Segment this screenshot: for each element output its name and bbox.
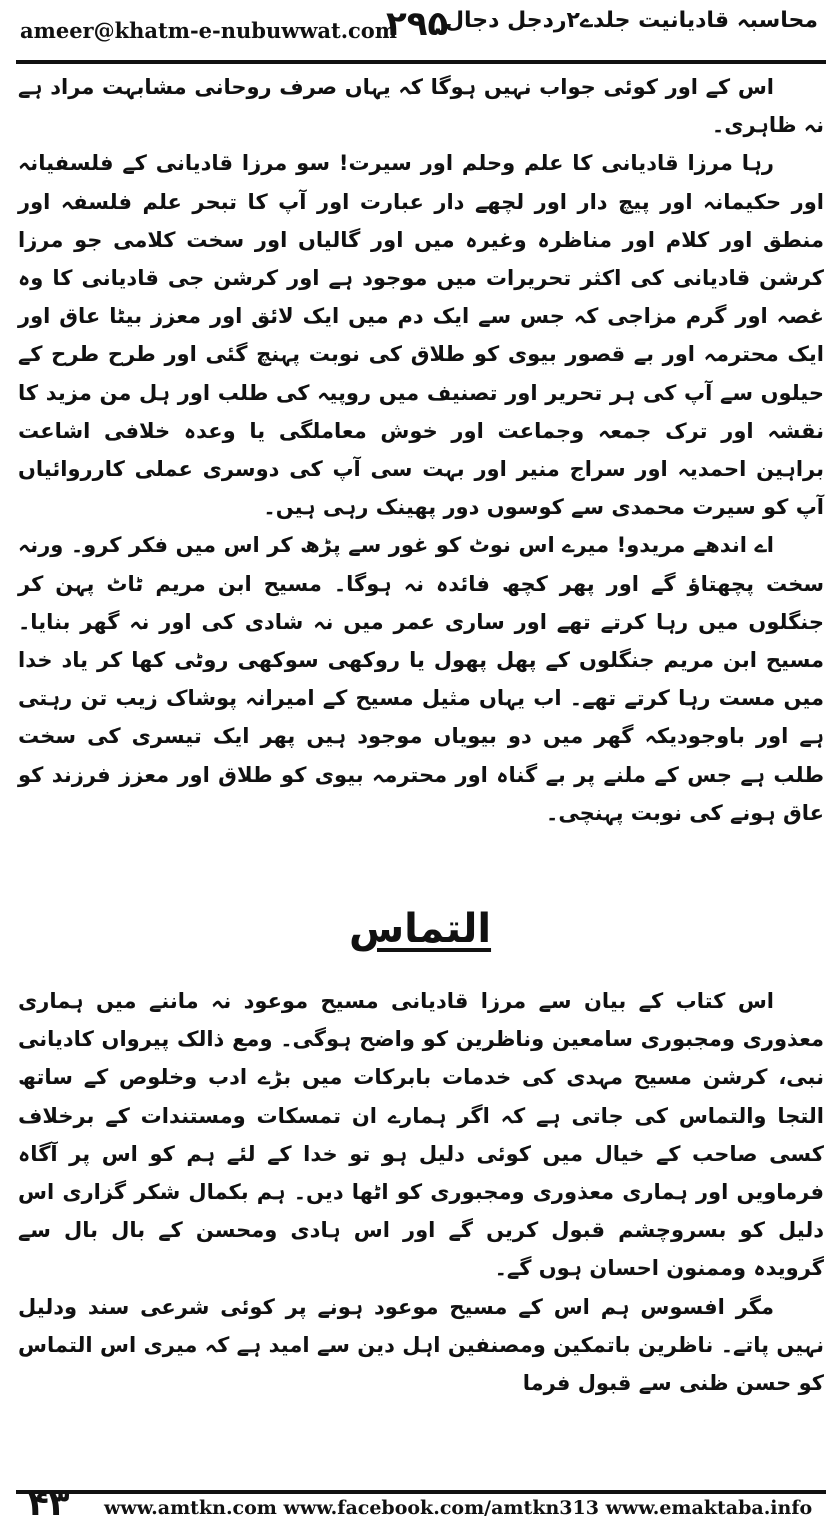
paragraph: رہا مرزا قادیانی کا علم وحلم اور سیرت! سو مرزا قادیانی کے فلسفیانہ اور حکیمانہ اور پیچ دار اور لچھے دار عبارت اور آپ کا تبحر علم فلسفہ اور منطق اور کلام اور مناظرہ وغیرہ میں اور گالیاں اور سخت کلامی جو مرزا کرشن قادیانی کی اکثر تحریرات میں موجود ہے اور کرشن جی قادیانی کا وہ غصہ اور گرم مزاجی کہ جس سے ایک دم میں ایک لائق اور معزز بیٹا عاق اور ایک محترمہ اور بے قصور بیوی کو طلاق کی نوبت پہنچ گئی اور طرح طرح کے حیلوں سے آپ کی ہر تحریر اور تصنیف میں روپیہ کی طلب اور ہل من مزید کا نقشہ اور ترک جمعہ وجماعت اور خوش معاملگی یا وعدہ خلافی اشاعت براہین احمدیہ اور سراج منیر اور بہت سی آپ کی دوسری عملی کارروائیاں آپ کو سیرت محمدی سے کوسوں دور پھینک رہی ہیں۔ <box>18 151 824 520</box>
footer-divider <box>16 1490 826 1494</box>
header-book-title: محاسبہ قادیانیت جلدے۲ردجل دجال <box>444 8 818 33</box>
paragraph: اے اندھے مریدو! میرے اس نوٹ کو غور سے پڑھ کر اس میں فکر کرو۔ ورنہ سخت پچھتاؤ گے اور پھر کچھ فائدہ نہ ہوگا۔ مسیح ابن مریم ٹاٹ پہن کر جنگلوں میں رہا کرتے تھے اور ساری عمر میں نہ شادی کی اور نہ گھر بنایا۔ مسیح ابن مریم جنگلوں کے پھل پھول یا روکھی سوکھی روٹی کھا کر یاد خدا میں مست رہا کرتے تھے۔ اب یہاں مثیل مسیح کے امیرانہ پوشاک زیب تن رہتی ہے اور باوجودیکہ گھر میں دو بیویاں موجود ہیں پھر ایک تیسری کی سخت طلب ہے جس کے ملنے پر بے گناہ اور محترمہ بیوی کو طلاق اور معزز فرزند کو عاق ہونے کی نوبت پہنچی۔ <box>18 533 824 825</box>
section-heading-text: التماس <box>348 906 492 952</box>
footer-page-number: ۴۳ <box>28 1484 70 1524</box>
header-divider <box>16 60 826 64</box>
footer-urls: www.amtkn.com www.facebook.com/amtkn313 www.emaktaba.info <box>104 1497 813 1519</box>
section-heading <box>0 906 840 952</box>
header-page-number: ۲۹۵ <box>386 4 449 44</box>
paragraph: اس کے اور کوئی جواب نہیں ہوگا کہ یہاں صرف روحانی مشابہت مراد ہے نہ ظاہری۔ <box>18 75 824 138</box>
header-email: ameer@khatm-e-nubuwwat.com <box>20 18 398 43</box>
paragraph: اس کتاب کے بیان سے مرزا قادیانی مسیح موعود نہ ماننے میں ہماری معذوری ومجبوری سامعین وناظرین کو واضح ہوگی۔ ومع ذالک پیرواں کادیانی نبی، کرشن مسیح مہدی کی خدمات بابرکات میں بڑے ادب وخلوص کے ساتھ التجا والتماس کی جاتی ہے کہ اگر ہمارے ان تمسکات ومستندات کے برخلاف کسی صاحب کے خیال میں کوئی دلیل ہو تو خدا کے لئے ہم کو اس پر آگاہ فرماویں اور ہماری معذوری ومجبوری کو اٹھا دیں۔ ہم بکمال شکر گزاری اس دلیل کو بسروچشم قبول کریں گے اور اس ہادی ومحسن کے بال بال سے گرویدہ وممنون احسان ہوں گے۔ <box>18 989 824 1281</box>
body-text-bottom <box>18 982 824 1402</box>
body-text-top <box>18 68 824 832</box>
paragraph: مگر افسوس ہم اس کے مسیح موعود ہونے پر کوئی شرعی سند ودلیل نہیں پاتے۔ ناظرین باتمکین ومصنفین اہل دین سے امید ہے کہ میری اس التماس کو حسن ظنی سے قبول فرما <box>18 1294 824 1396</box>
